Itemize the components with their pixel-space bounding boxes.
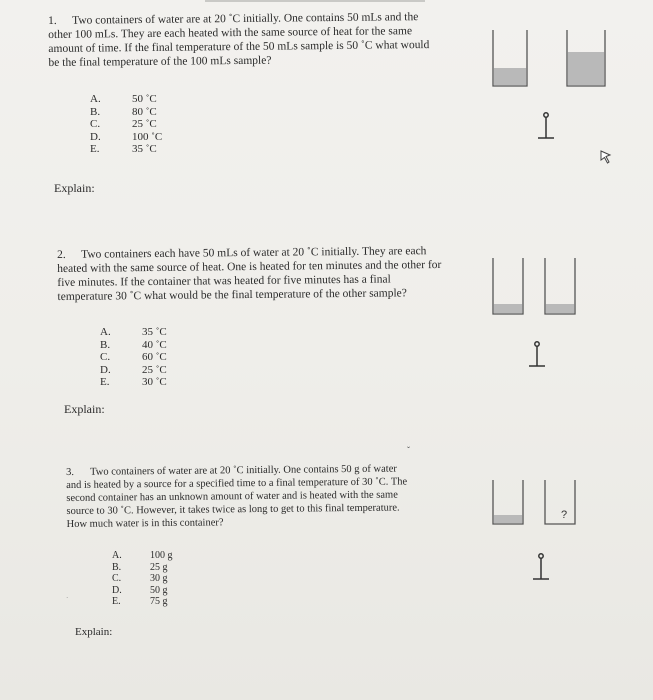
choice-letter: E.: [112, 596, 121, 607]
stem-line: second container has an unknown amount of water and is heated with the same: [66, 489, 398, 504]
choice-value: 30 ˚C: [142, 376, 167, 388]
water-level: [494, 68, 527, 85]
choice-a[interactable]: [100, 326, 167, 339]
stem-line: five minutes. If the container that was heated for five minutes has a final: [57, 273, 391, 289]
stem-line: Two containers of water are at 20 ˚C initially. One contains 50 mLs and the: [72, 11, 419, 27]
container-unknown: [545, 480, 575, 524]
choice-value: 35 ˚C: [132, 143, 157, 155]
stem-line: amount of time. If the final temperature of the 50 mLs sample is 50 ˚C what would: [48, 39, 430, 55]
choice-value: 80 ˚C: [132, 105, 157, 118]
mouse-cursor-icon: [600, 150, 612, 169]
choice-value: 25 ˚C: [142, 363, 167, 376]
water-level: [494, 304, 523, 313]
stem-line: heated with the same source of heat. One is heated for ten minutes and the other for: [57, 258, 442, 275]
choice-value: 100 g: [150, 550, 173, 561]
question-stem: [48, 9, 489, 70]
figure-containers-3: [485, 478, 605, 588]
choice-letter: B.: [112, 561, 122, 573]
stem-line: Two containers each have 50 mLs of water at 20 ˚C initially. They are each: [81, 245, 427, 261]
explain-label: Explain:: [75, 626, 113, 638]
choice-a[interactable]: [90, 93, 162, 106]
figure-containers-1: [485, 28, 615, 158]
choice-e[interactable]: [112, 596, 173, 608]
choice-letter: A.: [112, 550, 122, 561]
choice-value: 75 g: [150, 596, 168, 607]
choice-list: [112, 550, 173, 608]
choice-letter: E.: [90, 143, 100, 155]
question-stem: [66, 462, 477, 531]
question-2: [57, 243, 488, 303]
stem-line: How much water is in this container?: [66, 517, 224, 530]
choice-b[interactable]: [90, 106, 162, 119]
choice-b[interactable]: [100, 339, 167, 352]
choice-letter: A.: [90, 93, 101, 105]
stem-line: Two containers of water are at 20 ˚C initially. One contains 50 g of water: [90, 463, 397, 478]
question-number: 1.: [48, 14, 57, 27]
explain-label: Explain:: [64, 402, 105, 416]
figure-containers-2: [485, 256, 605, 376]
choice-value: 50 ˚C: [132, 93, 157, 105]
stem-line: be the final temperature of the 100 mLs sample?: [48, 54, 272, 69]
question-3: [66, 462, 477, 531]
choice-list: [90, 93, 162, 156]
choice-letter: B.: [90, 105, 101, 118]
choice-value: 50 g: [150, 584, 168, 596]
choice-letter: B.: [100, 338, 111, 351]
choice-letter: C.: [100, 351, 111, 363]
choice-value: 35 ˚C: [142, 326, 167, 338]
choice-c[interactable]: [112, 573, 173, 585]
stem-line: source to 30 ˚C. However, it takes twice as long to get to this final temperature.: [66, 502, 400, 517]
thermometer-icon: [538, 113, 554, 138]
choice-e[interactable]: [100, 376, 167, 389]
choice-list: [100, 326, 167, 389]
choice-value: 25 ˚C: [132, 118, 157, 130]
question-stem: [57, 243, 488, 303]
choice-value: 40 ˚C: [142, 338, 167, 351]
water-level: [568, 52, 605, 85]
water-level: [494, 515, 523, 523]
unknown-amount-label: ?: [561, 509, 568, 521]
choice-letter: D.: [90, 130, 101, 143]
explain-label: Explain:: [54, 181, 95, 195]
choice-value: 25 g: [150, 561, 168, 573]
choice-d[interactable]: [112, 585, 173, 597]
choice-a[interactable]: [112, 550, 173, 562]
question-number: 2.: [57, 248, 66, 261]
stem-line: and is heated by a source for a specified time to a final temperature of 30 ˚C. The: [66, 476, 408, 491]
thermometer-icon: [529, 342, 545, 366]
choice-letter: C.: [90, 118, 101, 130]
thermometer-icon: [533, 554, 549, 579]
question-1: [48, 9, 489, 70]
stem-line: other 100 mLs. They are each heated with the same source of heat for the same: [48, 25, 413, 41]
choice-c[interactable]: [90, 118, 162, 131]
choice-letter: D.: [100, 363, 111, 376]
choice-letter: E.: [100, 376, 110, 388]
choice-letter: C.: [112, 573, 122, 584]
stray-mark: ·: [66, 594, 69, 602]
choice-value: 30 g: [150, 573, 168, 584]
choice-d[interactable]: [90, 131, 162, 144]
choice-e[interactable]: [90, 143, 162, 156]
question-number: 3.: [66, 466, 75, 478]
water-level: [546, 304, 575, 313]
choice-d[interactable]: [100, 364, 167, 377]
stem-line: temperature 30 ˚C what would be the final temperature of the other sample?: [57, 287, 407, 303]
choice-letter: D.: [112, 584, 122, 596]
choice-letter: A.: [100, 326, 111, 338]
choice-value: 60 ˚C: [142, 351, 167, 363]
choice-value: 100 ˚C: [132, 130, 163, 143]
pen-mark: ˇ: [407, 445, 410, 455]
choice-c[interactable]: [100, 351, 167, 364]
choice-b[interactable]: [112, 562, 173, 574]
page-top-rule: [205, 0, 425, 2]
